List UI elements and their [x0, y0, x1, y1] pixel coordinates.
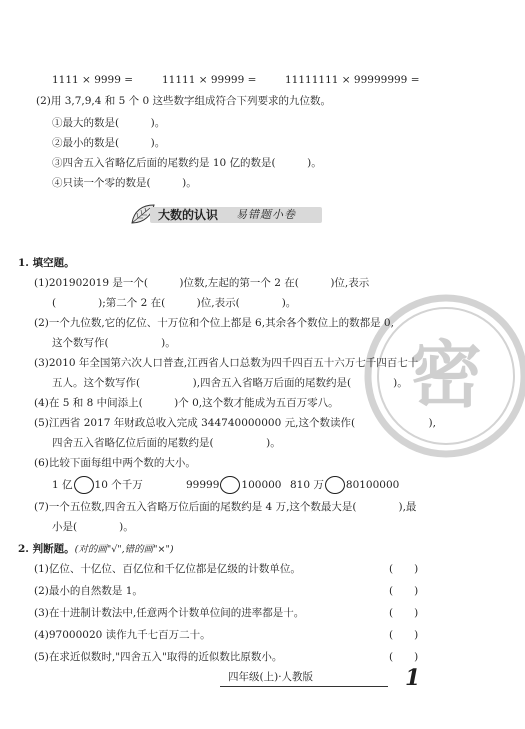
fill-line: (5)江西省 2017 年财政总收入完成 344740000000 元,这个数读作( ), [34, 417, 436, 429]
fill-line: (6)比较下面每组中两个数的大小。 [34, 457, 196, 469]
q2-item-1: ①最大的数是( )。 [52, 117, 166, 129]
fill-line: (7)一个五位数,四舍五入省略万位后面的尾数约是 4 万,这个数最大是( ),最 [34, 501, 417, 513]
section-banner [128, 203, 324, 225]
section1-heading: 1. 填空题。 [18, 257, 75, 269]
compare-left: 810 万 [290, 479, 324, 491]
section2-heading-row [18, 542, 174, 557]
judge-item: (1)亿位、十亿位、百亿位和千亿位都是亿级的计数单位。 [34, 563, 301, 575]
compare-circle[interactable] [325, 476, 345, 494]
q2-item-4: ④只读一个零的数是( )。 [52, 177, 197, 189]
fill-line: 五人。这个数写作( ),四舍五入省略万后面的尾数约是( )。 [52, 377, 408, 389]
fill-line: (2)一个九位数,它的亿位、十万位和个位上都是 6,其余各个数位上的数都是 0, [34, 317, 394, 329]
mult-3: 11111111 × 99999999 = [285, 74, 420, 86]
judge-paren[interactable]: ( ) [389, 629, 419, 641]
compare-right: 100000 [241, 479, 282, 491]
compare-1 [52, 476, 143, 494]
judge-paren[interactable]: ( ) [389, 585, 419, 597]
judge-item: (3)在十进制计数法中,任意两个计数单位间的进率都是十。 [34, 607, 305, 619]
mult-1: 1111 × 9999 = [52, 74, 134, 86]
judge-paren[interactable]: ( ) [389, 563, 419, 575]
mult-2: 11111 × 99999 = [162, 74, 257, 86]
section2-heading: 2. 判断题。 [18, 543, 75, 555]
compare-circle[interactable] [220, 476, 240, 494]
banner-title: 大数的认识 [158, 208, 219, 222]
compare-left: 1 亿 [52, 479, 73, 491]
fill-line: (4)在 5 和 8 中间添上( )个 0,这个数才能成为五百万零八。 [34, 397, 339, 409]
judge-item: (2)最小的自然数是 1。 [34, 585, 143, 597]
judge-item: (4)97000020 读作九千七百万二十。 [34, 629, 211, 641]
q2-item-2: ②最小的数是( )。 [52, 137, 166, 149]
section2-hint: (对的画"√",错的画"×") [74, 544, 174, 555]
banner-subtitle: 易错题小卷 [236, 208, 296, 221]
judge-paren[interactable]: ( ) [389, 607, 419, 619]
fill-line: (1)201902019 是一个( )位数,左起的第一个 2 在( )位,表示 [34, 277, 370, 289]
q2-item-3: ③四舍五入省略亿后面的尾数约是 10 亿的数是( )。 [52, 157, 322, 169]
footer-rule [220, 686, 388, 687]
fill-line: (3)2010 年全国第六次人口普查,江西省人口总数为四千四百五十六万七千四百七十 [34, 357, 419, 369]
judge-paren[interactable]: ( ) [389, 651, 419, 663]
compare-circle[interactable] [74, 476, 94, 494]
compare-right: 80100000 [345, 479, 400, 491]
footer-edition: 四年级(上)·人教版 [228, 671, 314, 683]
judge-item: (5)在求近似数时,"四舍五入"取得的近似数比原数小。 [34, 651, 283, 663]
fill-line: 小是( )。 [52, 521, 134, 533]
compare-right: 10 个千万 [94, 479, 143, 491]
fill-line: 四舍五入省略亿位后面的尾数约是( )。 [52, 437, 281, 449]
seal-char: 密 [409, 333, 483, 417]
fill-line: 这个数写作( )。 [52, 337, 176, 349]
fill-line: ( );第二个 2 在( )位,表示( )。 [52, 297, 297, 309]
compare-left: 99999 [186, 479, 220, 491]
compare-3 [290, 476, 399, 494]
page-number: 1 [405, 665, 421, 691]
compare-2 [186, 476, 282, 494]
q2-heading: (2)用 3,7,9,4 和 5 个 0 这些数字组成符合下列要求的九位数。 [36, 95, 331, 107]
